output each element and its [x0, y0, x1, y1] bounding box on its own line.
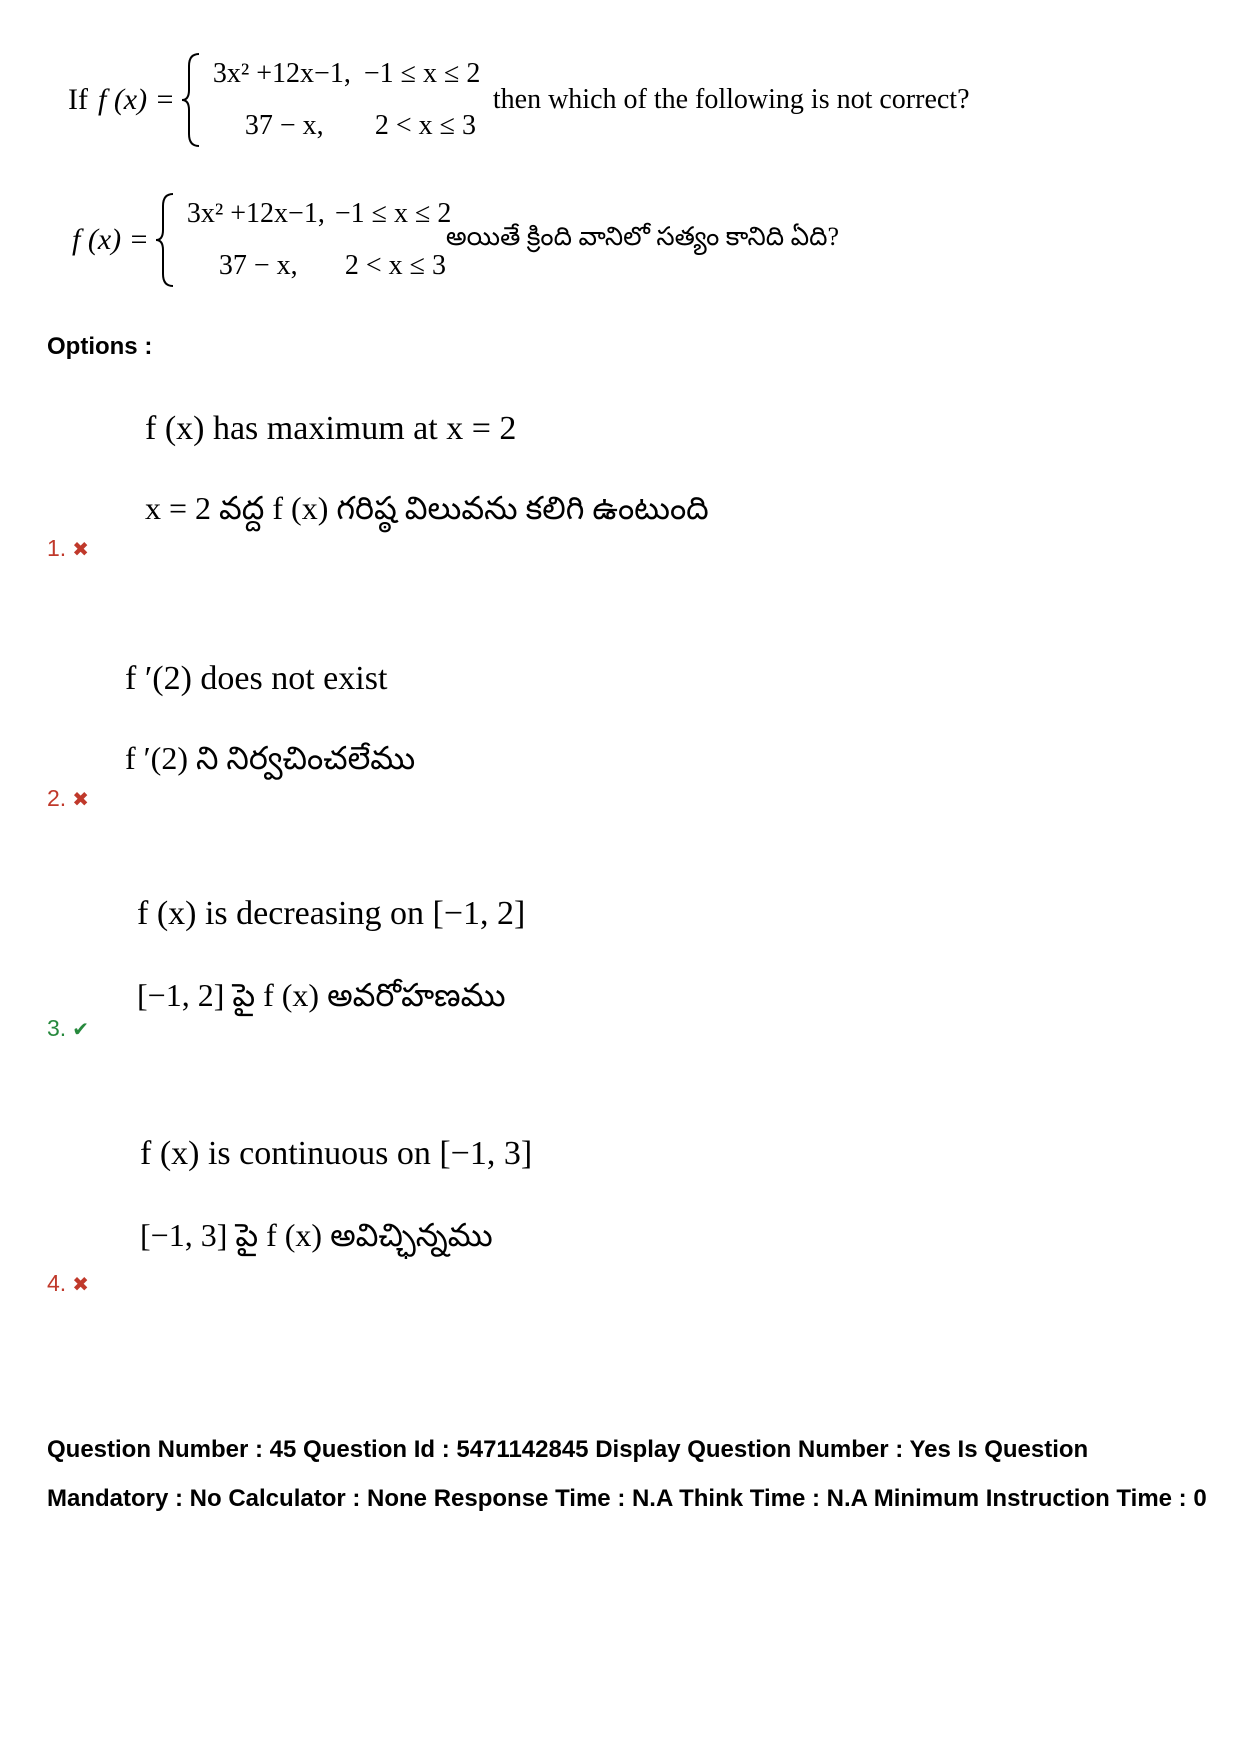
question-metadata: Question Number : 45 Question Id : 5471142845 Display Question Number : Yes Is Question Mandatory : No Calculator : None Response Time : N.A Think Time : N.A Minimum Instruction Time : 0 — [47, 1436, 1207, 1512]
option-2-number-label: 2. — [47, 785, 67, 811]
piecewise-cases-te — [183, 190, 452, 290]
option-3-text-te: [−1, 2] పై f (x) అవరోహణము — [137, 977, 506, 1013]
cross-icon: ✖ — [72, 539, 89, 561]
option-2-number — [47, 785, 89, 812]
case-2-range-te: 2 < x ≤ 3 — [344, 250, 447, 281]
option-4-number-label: 4. — [47, 1270, 67, 1296]
cross-icon: ✖ — [72, 1274, 89, 1296]
case-2-range: 2 < x ≤ 3 — [374, 110, 477, 141]
question-trailing-text: then which of the following is not correct? — [492, 84, 970, 115]
question-trailing-text-te: అయితే క్రింది వానిలో సత్యం కానిది ఏది? — [445, 222, 839, 251]
options-label: Options : — [47, 333, 153, 360]
check-icon: ✔ — [72, 1019, 89, 1041]
option-1-number-label: 1. — [47, 535, 67, 561]
case-1-range: −1 ≤ x ≤ 2 — [363, 58, 481, 89]
option-1-number — [47, 535, 89, 562]
case-1-expression: 3x² +12x−1, — [212, 58, 351, 89]
question-statement-te — [72, 190, 839, 290]
option-2-text-te: f ′(2) ని నిర్వచించలేము — [125, 740, 416, 776]
question-statement-en — [68, 50, 970, 150]
option-4-number — [47, 1270, 89, 1297]
option-2-text-en: f ′(2) does not exist — [125, 660, 388, 697]
case-2-expression: 37 − x, — [244, 110, 324, 141]
case-1-expression-te: 3x² +12x−1, — [186, 198, 325, 229]
question-lead-if: If — [68, 83, 88, 116]
question-function-label-te: f (x) = — [72, 223, 149, 256]
option-1-text-te: x = 2 వద్ద f (x) గరిష్ఠ విలువను కలిగి ఉంటుంది — [145, 490, 709, 526]
option-4-text-en: f (x) is continuous on [−1, 3] — [140, 1135, 533, 1172]
piecewise-cases — [209, 50, 479, 150]
case-1-range-te: −1 ≤ x ≤ 2 — [334, 198, 452, 229]
option-4-text-te: [−1, 3] పై f (x) అవిచ్ఛిన్నము — [140, 1217, 493, 1253]
case-2-expression-te: 37 − x, — [218, 250, 298, 281]
left-brace-te — [153, 190, 179, 290]
left-brace — [179, 50, 205, 150]
question-function-label: f (x) = — [97, 83, 175, 116]
option-3-text-en: f (x) is decreasing on [−1, 2] — [137, 895, 526, 932]
option-3-number — [47, 1015, 89, 1042]
cross-icon: ✖ — [72, 789, 89, 811]
option-3-number-label: 3. — [47, 1015, 67, 1041]
option-1-text-en: f (x) has maximum at x = 2 — [145, 410, 517, 447]
